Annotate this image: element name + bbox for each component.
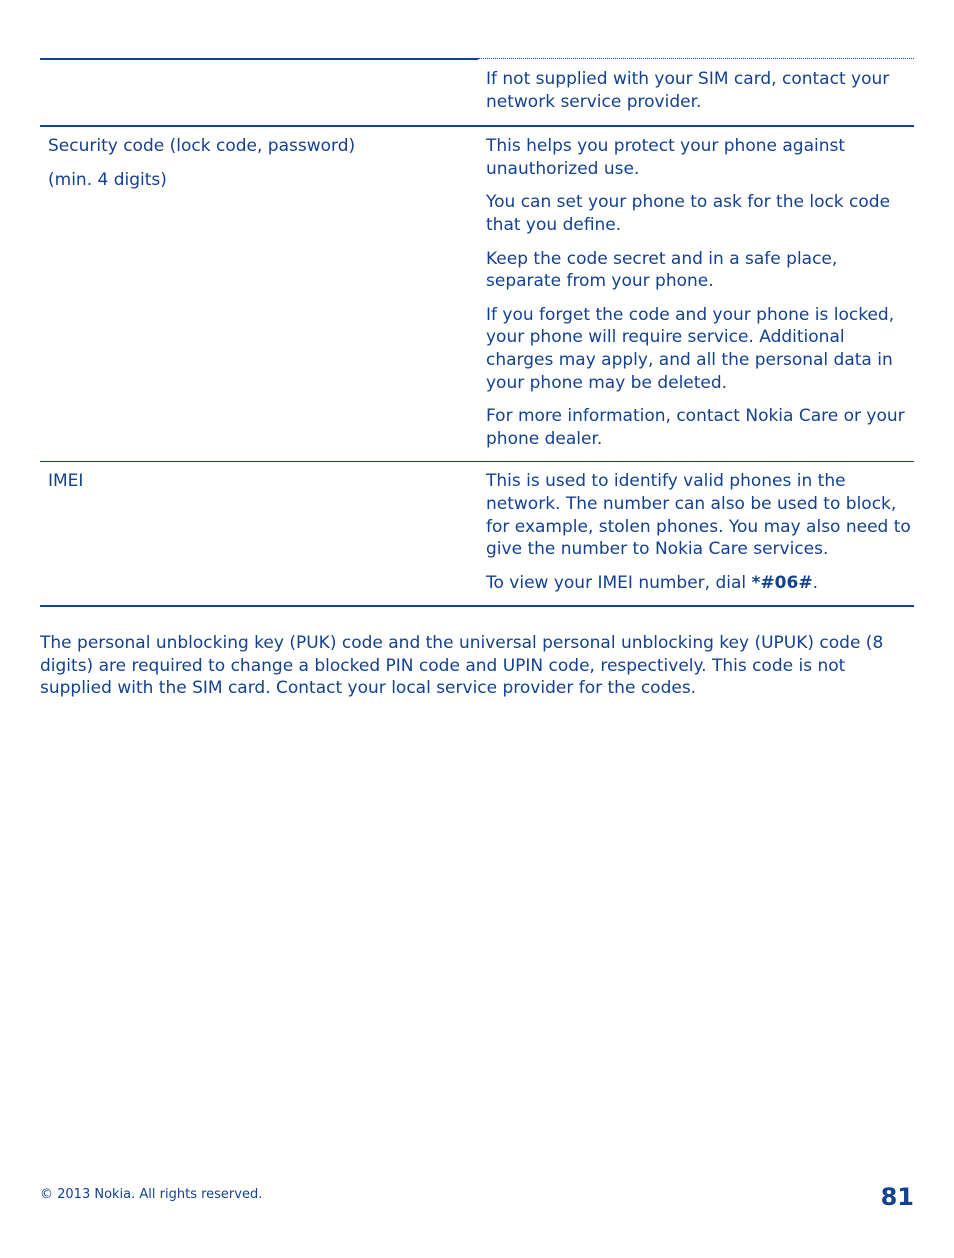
copyright-text: © 2013 Nokia. All rights reserved. (40, 1187, 263, 1202)
table-cell-name (40, 470, 478, 594)
puk-note: The personal unblocking key (PUK) code and the universal personal unblocking key (UPUK) code (8 digits) are required to change a blocked PIN code and UPIN code, respectively. This code is not supplied with the SIM card. Contact your local service provider for the codes. (40, 633, 884, 699)
description-text: If you forget the code and your phone is locked, your phone will require service. Additional charges may apply, and all the personal data in your phone may be deleted. (486, 304, 895, 393)
description-text: This helps you protect your phone against unauthorized use. (486, 136, 846, 179)
table-cell-name (40, 68, 478, 113)
imei-dial-suffix: . (812, 572, 818, 593)
description-text: You can set your phone to ask for the lock code that you define. (486, 192, 891, 235)
table-row (40, 127, 914, 462)
code-name: Security code (lock code, password) (48, 136, 356, 157)
description-text: Keep the code secret and in a safe place, separate from your phone. (486, 248, 838, 292)
description-text: This is used to identify valid phones in the network. The number can also be used to block, for example, stolen phones. You may also need to give the number to Nokia Care services. (486, 471, 911, 560)
table-cell-description (478, 135, 914, 450)
imei-dial-code: *#06# (751, 572, 813, 593)
code-length: (min. 4 digits) (48, 169, 167, 190)
table-cell-name (40, 135, 478, 450)
description-text: For more information, contact Nokia Care or your phone dealer. (486, 406, 905, 449)
top-rule-right (478, 58, 914, 59)
table-cell-description (478, 68, 914, 113)
imei-dial-instruction (486, 572, 914, 595)
table-cell-description (478, 470, 914, 594)
page-number: 81 (880, 1183, 914, 1211)
imei-dial-prefix: To view your IMEI number, dial (486, 572, 752, 593)
description-text: If not supplied with your SIM card, contact your network service provider. (486, 69, 890, 112)
codes-table (40, 60, 914, 607)
code-name: IMEI (48, 471, 84, 492)
table-row (40, 462, 914, 607)
table-row (40, 60, 914, 127)
